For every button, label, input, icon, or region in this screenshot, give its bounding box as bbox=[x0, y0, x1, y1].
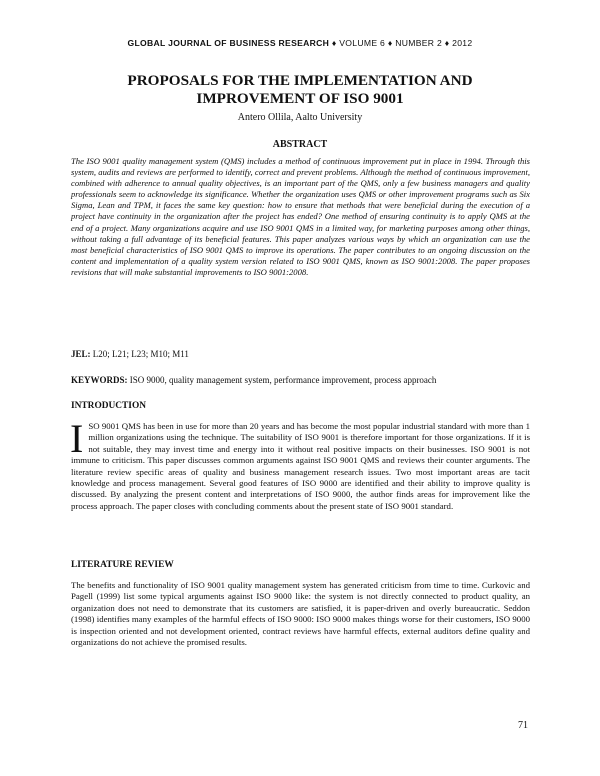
jel-label: JEL: bbox=[71, 349, 91, 359]
literature-review-paragraph: The benefits and functionality of ISO 9001 quality management system has generated criticism from time to time. Curkovic and Pagell (1999) list some typical arguments against ISO 9000 like: the system is not directly connected to product quality, an organization does not need to demonstrate that its customers are satisfied, it is paper-driven and overly bureaucratic. Seddon (1998) identifies many examples of the harmful effects of ISO 9000: ISO 9000 makes things worse for their customers, ISO 9000 is inspection oriented and not development oriented, contract reviews have harmful effects, external auditors define quality and organizations do not achieve the promised results. bbox=[71, 580, 530, 648]
publication-year: 2012 bbox=[452, 38, 473, 48]
jel-value: L20; L21; L23; M10; M11 bbox=[92, 349, 189, 359]
introduction-paragraph bbox=[70, 416, 530, 512]
issue-number: NUMBER 2 bbox=[395, 38, 443, 48]
header-separator: ♦ bbox=[331, 38, 337, 48]
author-affiliation: Antero Ollila, Aalto University bbox=[237, 112, 363, 123]
abstract-heading: ABSTRACT bbox=[272, 139, 328, 150]
running-header bbox=[0, 38, 600, 48]
keywords-label: KEYWORDS: bbox=[71, 375, 128, 385]
header-separator: ♦ bbox=[387, 38, 393, 48]
paper-title: PROPOSALS FOR THE IMPLEMENTATION AND IMPROVEMENT OF ISO 9001 bbox=[127, 72, 473, 107]
volume-label: VOLUME 6 bbox=[339, 38, 386, 48]
keywords bbox=[71, 374, 530, 386]
keywords-value: ISO 9000, quality management system, performance improvement, process approach bbox=[129, 375, 437, 385]
abstract-text: The ISO 9001 quality management system (QMS) includes a method of continuous improvement put in place in 1994. Through this system, audits and reviews are performed to identify, correct and prevent problems. Although the method of continuous improvement, combined with adherence to annual quality objectives, is an important part of the QMS, only a few business managers and quality professionals seem to acknowledge its significance. Whether the organization uses QMS or other improvement programs such as Six Sigma, Lean and TPM, it faces the same key question: how to ensure that methods that were beneficial during the execution of a project have continuity in the organization after the project has ended? One method of ensuring continuity is to apply QMS at the end of a project. Many organizations acquire and use ISO 9001 QMS in a limited way, for marketing purposes among other things, without taking a full advantage of its beneficial features. This paper analyzes various ways by which an organization can use the most beneficial characteristics of ISO 9001 QMS to improve its operations. The paper contributes to an ongoing discussion on the content and implementation of a quality system version related to ISO 9001 QMS, known as ISO 9001:2008. The paper proposes revisions that will make substantial improvements to ISO 9001:2008. bbox=[71, 156, 530, 277]
introduction-text: SO 9001 QMS has been in use for more than 20 years and has become the most popular industrial standard with more than 1 million organizations using the technique. The suitability of ISO 9001 is therefore important for those organizations. If it is not suitable, they may invest time and energy into it without real positive impacts on their businesses. ISO 9001 is not immune to criticism. This paper discusses common arguments against ISO 9001 QMS and reviews their counter arguments. The literature review specific areas of quality and business management research issues. Two most important areas are tacit knowledge and process management. Several good features of ISO 9000 are identified and their ability to improve quality is discussed. By analyzing the present content and interpretations of ISO 9000, the author finds areas for improvement like the process approach. The paper closes with concluding comments about the present state of ISO 9001 standard. bbox=[71, 421, 530, 511]
literature-review-heading: LITERATURE REVIEW bbox=[71, 560, 174, 570]
header-separator: ♦ bbox=[444, 38, 450, 48]
journal-name: GLOBAL JOURNAL OF BUSINESS RESEARCH bbox=[127, 38, 330, 48]
page-number: 71 bbox=[518, 720, 528, 731]
introduction-heading: INTRODUCTION bbox=[71, 401, 147, 411]
jel-codes bbox=[71, 348, 530, 360]
drop-cap: I bbox=[70, 416, 84, 461]
